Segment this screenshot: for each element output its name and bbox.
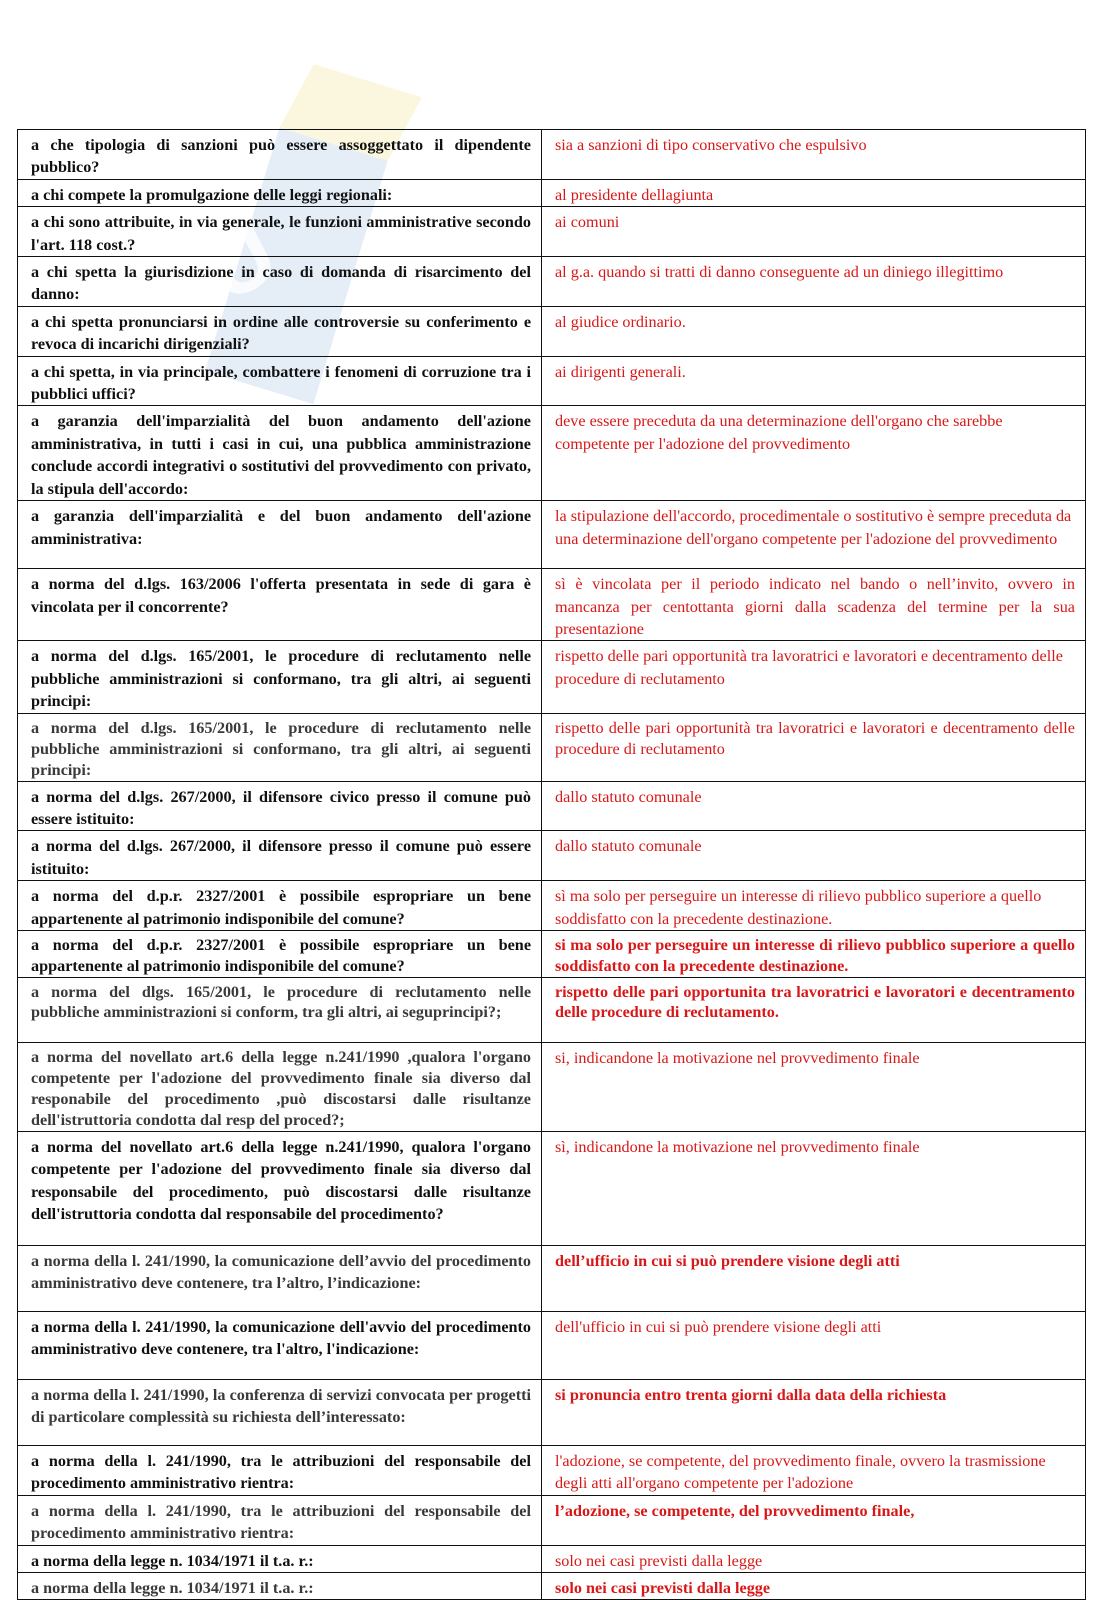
table-row [18,831,1086,881]
qa-table [17,129,1086,1600]
answer-cell: si pronuncia entro trenta giorni dalla data della richiesta [542,1379,1086,1445]
svg-text:U: U [188,202,293,322]
answer-cell: solo nei casi previsti dalla legge [542,1545,1086,1572]
table-row [18,881,1086,931]
table-row [18,406,1086,501]
question-cell: a garanzia dell'imparzialità del buon andamento dell'azione amministrativa, in tutti i casi in cui, una pubblica amministrazione conclude accordi integrativi o sostitutivi del provvedimento con privato, la stipula dell'accordo: [18,406,542,501]
question-cell: a norma della l. 241/1990, tra le attribuzioni del responsabile del procedimento amministrativo rientra: [18,1495,542,1545]
question-cell: a norma della legge n. 1034/1971 il t.a. r.: [18,1573,542,1600]
table-row [18,207,1086,257]
answer-cell: al g.a. quando si tratti di danno conseguente ad un diniego illegittimo [542,257,1086,307]
answer-cell: rispetto delle pari opportunita tra lavoratrici e lavoratori e decentramento delle procedure di reclutamento. [542,977,1086,1042]
table-row [18,713,1086,781]
table-row [18,1495,1086,1545]
table-row [18,1445,1086,1495]
answer-cell: l'adozione, se competente, del provvedimento finale, ovvero la trasmissione degli atti all'organo competente per l'adozione [542,1445,1086,1495]
table-row [18,356,1086,406]
answer-cell: sì, indicandone la motivazione nel provvedimento finale [542,1131,1086,1245]
answer-cell: ai comuni [542,207,1086,257]
table-row [18,1311,1086,1379]
answer-cell: rispetto delle pari opportunità tra lavoratrici e lavoratori e decentramento delle procedure di reclutamento [542,641,1086,713]
answer-cell: si ma solo per perseguire un interesse di rilievo pubblico superiore a quello soddisfatto con la precedente destinazione. [542,930,1086,977]
answer-cell: sia a sanzioni di tipo conservativo che espulsivo [542,130,1086,180]
question-cell: a norma della l. 241/1990, la conferenza di servizi convocata per progetti di particolare complessità su richiesta dell’interessato: [18,1379,542,1445]
answer-cell: si, indicandone la motivazione nel provvedimento finale [542,1042,1086,1131]
question-cell: a chi spetta, in via principale, combattere i fenomeni di corruzione tra i pubblici uffici? [18,356,542,406]
answer-cell: deve essere preceduta da una determinazione dell'organo che sarebbe competente per l'adozione del provvedimento [542,406,1086,501]
question-cell: a chi sono attribuite, in via generale, le funzioni amministrative secondo l'art. 118 cost.? [18,207,542,257]
table-row [18,1379,1086,1445]
answer-cell: dallo statuto comunale [542,781,1086,831]
question-cell: a norma del d.lgs. 267/2000, il difensore civico presso il comune può essere istituito: [18,781,542,831]
question-cell: a norma del dlgs. 165/2001, le procedure di reclutamento nelle pubbliche amministrazioni si conform, tra gli altri, ai seguprincipi?; [18,977,542,1042]
table-row [18,977,1086,1042]
answer-cell: l’adozione, se competente, del provvedimento finale, [542,1495,1086,1545]
answer-cell: ai dirigenti generali. [542,356,1086,406]
table-row [18,641,1086,713]
answer-cell: rispetto delle pari opportunità tra lavoratrici e lavoratori e decentramento delle procedure di reclutamento [542,713,1086,781]
table-row [18,1573,1086,1600]
question-cell: a garanzia dell'imparzialità e del buon andamento dell'azione amministrativa: [18,501,542,569]
table-row [18,257,1086,307]
answer-cell: dell'ufficio in cui si può prendere visione degli atti [542,1311,1086,1379]
answer-cell: sì ma solo per perseguire un interesse di rilievo pubblico superiore a quello soddisfatto con la precedente destinazione. [542,881,1086,931]
table-row [18,1131,1086,1245]
question-cell: a norma della l. 241/1990, tra le attribuzioni del responsabile del procedimento amministrativo rientra: [18,1445,542,1495]
answer-cell: la stipulazione dell'accordo, procedimentale o sostitutivo è sempre preceduta da una determinazione dell'organo competente per l'adozione del provvedimento [542,501,1086,569]
table-row [18,1545,1086,1572]
question-cell: a norma del novellato art.6 della legge n.241/1990, qualora l'organo competente per l'adozione del provvedimento finale sia diverso dal responsabile del procedimento, può discostarsi dalle risultanze dell'istruttoria condotta dal responsabile del procedimento? [18,1131,542,1245]
answer-cell: dallo statuto comunale [542,831,1086,881]
answer-cell: solo nei casi previsti dalla legge [542,1573,1086,1600]
question-cell: a chi spetta la giurisdizione in caso di domanda di risarcimento del danno: [18,257,542,307]
table-row [18,306,1086,356]
table-row [18,930,1086,977]
answer-cell: al giudice ordinario. [542,306,1086,356]
question-cell: a norma del d.lgs. 165/2001, le procedure di reclutamento nelle pubbliche amministrazioni si conformano, tra gli altri, ai seguenti principi: [18,713,542,781]
question-cell: a norma della legge n. 1034/1971 il t.a. r.: [18,1545,542,1572]
question-cell: a norma del novellato art.6 della legge n.241/1990 ,qualora l'organo competente per l'adozione del provvedimento finale sia diverso dal responabile del procedimento ,può discostarsi dalle risultanze dell'istruttoria condotta dal resp del proced?; [18,1042,542,1131]
question-cell: a chi spetta pronunciarsi in ordine alle controversie su conferimento e revoca di incarichi dirigenziali? [18,306,542,356]
question-cell: a norma della l. 241/1990, la comunicazione dell’avvio del procedimento amministrativo deve contenere, tra l’altro, l’indicazione: [18,1245,542,1311]
answer-cell: al presidente dellagiunta [542,179,1086,206]
table-row [18,781,1086,831]
question-cell: a che tipologia di sanzioni può essere assoggettato il dipendente pubblico? [18,130,542,180]
answer-cell: sì è vincolata per il periodo indicato nel bando o nell’invito, ovvero in mancanza per centottanta giorni dalla scadenza del termine per la sua presentazione [542,569,1086,641]
table-row [18,179,1086,206]
question-cell: a norma del d.lgs. 165/2001, le procedure di reclutamento nelle pubbliche amministrazioni si conformano, tra gli altri, ai seguenti principi: [18,641,542,713]
table-row [18,130,1086,180]
question-cell: a norma del d.lgs. 267/2000, il difensore presso il comune può essere istituito: [18,831,542,881]
table-row [18,1042,1086,1131]
table-row [18,501,1086,569]
table-row [18,569,1086,641]
answer-cell: dell’ufficio in cui si può prendere visione degli atti [542,1245,1086,1311]
question-cell: a norma della l. 241/1990, la comunicazione dell'avvio del procedimento amministrativo deve contenere, tra l'altro, l'indicazione: [18,1311,542,1379]
question-cell: a norma del d.p.r. 2327/2001 è possibile espropriare un bene appartenente al patrimonio indisponibile del comune? [18,930,542,977]
question-cell: a norma del d.p.r. 2327/2001 è possibile espropriare un bene appartenente al patrimonio indisponibile del comune? [18,881,542,931]
question-cell: a norma del d.lgs. 163/2006 l'offerta presentata in sede di gara è vincolata per il concorrente? [18,569,542,641]
table-row [18,1245,1086,1311]
question-cell: a chi compete la promulgazione delle leggi regionali: [18,179,542,206]
